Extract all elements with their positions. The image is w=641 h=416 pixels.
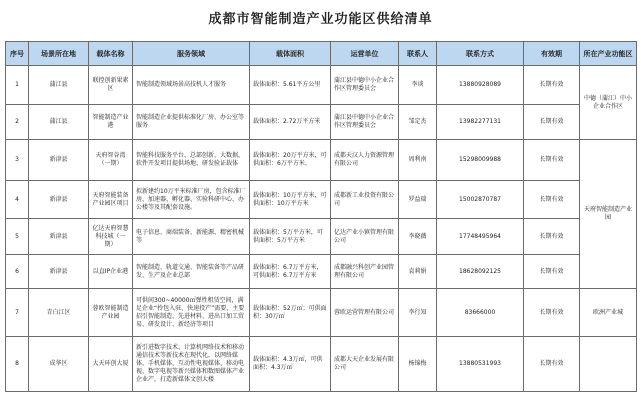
cell-validity: 长期有效 <box>524 337 580 392</box>
cell-contact: 杨锦梅 <box>399 337 437 392</box>
cell-zone: 天府智能制造产业园 <box>580 140 637 289</box>
table-row <box>6 66 637 105</box>
cell-service: 新引进数字技术、计算机网络技术和移动通信技术等新技术在现代化，以网络媒体、手机媒体、互动性电视媒体、移动电视、数字电视等新兴媒体和数图媒体产业企业产，打造新媒体文创大楼 <box>133 337 250 392</box>
cell-area: 载体面积：6.7万平方米，可供面积：6.7万平方米 <box>250 255 331 289</box>
cell-operator: 成都天汉人力资源管理有限公司 <box>331 140 399 181</box>
page-title: 成都市智能制造产业功能区供给清单 <box>208 12 433 27</box>
cell-operator: 蓉欧运营管理有限公司 <box>331 289 399 337</box>
cell-location: 新津县 <box>29 219 89 255</box>
cell-location: 成华区 <box>29 337 89 392</box>
cell-contact: 邹定杰 <box>399 105 437 140</box>
cell-area: 载体面积：20万平方米，可供面积：6万平方米。 <box>250 140 331 181</box>
cell-carrier: 天府智谷湾（一期） <box>89 140 133 181</box>
cell-service: 智能制造、轨道交通、智能装备等产品研发、生产及企业总部 <box>133 255 250 289</box>
table-row <box>6 337 637 392</box>
cell-validity: 长期有效 <box>524 140 580 181</box>
header-validity: 有效期 <box>524 42 580 66</box>
cell-operator: 亿达产业小镇管理有限公司 <box>331 219 399 255</box>
cell-operator: 蒲江县中德中小企业合作区管理委员会 <box>331 105 399 140</box>
cell-carrier: 以直IP企业港 <box>89 255 133 289</box>
cell-location: 蒲江县 <box>29 66 89 105</box>
cell-service: 拟新建约10万平米标准厂房，包含标准厂房、加速器、孵化器、实验科研中心、办公楼等及其配套设施。 <box>133 181 250 219</box>
cell-area: 载体面积：5万平方米，可供面积：5万平方米 <box>250 219 331 255</box>
header-phone: 联系方式 <box>437 42 524 66</box>
cell-carrier: 天府智能装备产业园区项目 <box>89 181 133 219</box>
cell-service: 电子信息、商端装备、新能源、精密机械等 <box>133 219 250 255</box>
cell-carrier: 联控创新果素区 <box>89 66 133 105</box>
cell-phone: 17748495964 <box>437 219 524 255</box>
cell-validity: 长期有效 <box>524 66 580 105</box>
cell-location: 蒲江县 <box>29 105 89 140</box>
table-row <box>6 140 637 181</box>
cell-validity: 长期有效 <box>524 289 580 337</box>
cell-carrier: 智能制造产业港 <box>89 105 133 140</box>
cell-service: 智能科技服务平台、总部创新、大数据，软件开发项目提供场地、研发验证载体 <box>133 140 250 181</box>
cell-carrier: 蓉欧智能制造产业园 <box>89 289 133 337</box>
cell-phone: 15002870787 <box>437 181 524 219</box>
cell-area: 载体面积：2.72万平方米 <box>250 105 331 140</box>
cell-service: 智能制造领域场景高技机人才服务 <box>133 66 250 105</box>
table-row <box>6 181 637 219</box>
table-row <box>6 289 637 337</box>
cell-no: 2 <box>6 105 29 140</box>
cell-no: 4 <box>6 181 29 219</box>
cell-operator: 成都新工业投资有限公司 <box>331 181 399 219</box>
cell-contact: 李晓薇 <box>399 219 437 255</box>
cell-contact: 袁莉娟 <box>399 255 437 289</box>
cell-carrier: 亿达天府智慧科技城（一期） <box>89 219 133 255</box>
cell-area: 载体面积：4.3万㎡，可供面积：4.3万㎡ <box>250 337 331 392</box>
header-contact: 联系人 <box>399 42 437 66</box>
cell-location: 青白江区 <box>29 289 89 337</box>
header-no: 序号 <box>6 42 29 66</box>
cell-no: 3 <box>6 140 29 181</box>
header-location: 场景所在地 <box>29 42 89 66</box>
header-operator: 运营单位 <box>331 42 399 66</box>
table-row <box>6 255 637 289</box>
cell-service: 智能制造企业提供标准化厂房、办公室等服务 <box>133 105 250 140</box>
cell-contact: 李谈 <box>399 66 437 105</box>
cell-validity: 长期有效 <box>524 105 580 140</box>
table-row <box>6 105 637 140</box>
cell-no: 8 <box>6 337 29 392</box>
cell-phone: 18628092125 <box>437 255 524 289</box>
cell-phone: 13880928089 <box>437 66 524 105</box>
cell-phone: 13982277131 <box>437 105 524 140</box>
cell-no: 1 <box>6 66 29 105</box>
cell-area: 载体面积：5.61平方公里 <box>250 66 331 105</box>
header-zone: 所在产业功能区 <box>580 42 637 66</box>
cell-area: 载体面积：52万㎡；可供面积：30万㎡ <box>250 289 331 337</box>
header-carrier: 载体名称 <box>89 42 133 66</box>
supply-list-table <box>5 41 637 392</box>
cell-operator: 成都大天企业发展有限公司 <box>331 337 399 392</box>
table-row <box>6 219 637 255</box>
cell-no: 7 <box>6 289 29 337</box>
header-area: 载体面积 <box>250 42 331 66</box>
cell-zone: 中德（蒲江）中小企业合作区 <box>580 66 637 140</box>
cell-contact: 周利南 <box>399 140 437 181</box>
cell-phone: 13880531993 <box>437 337 524 392</box>
cell-no: 6 <box>6 255 29 289</box>
cell-validity: 长期有效 <box>524 255 580 289</box>
cell-carrier: 大天环创大厦 <box>89 337 133 392</box>
cell-zone <box>580 337 637 392</box>
cell-operator: 蒲江县中德中小企业合作区管理委员会 <box>331 66 399 105</box>
cell-no: 5 <box>6 219 29 255</box>
cell-location: 新津县 <box>29 140 89 181</box>
table-header-row <box>6 42 637 66</box>
cell-phone: 83666000 <box>437 289 524 337</box>
cell-contact: 罗益瑞 <box>399 181 437 219</box>
cell-area: 载体面积：10万平方米，可供面积：10万平方米 <box>250 181 331 219</box>
cell-zone: 欧洲产业城 <box>580 289 637 337</box>
cell-phone: 15298009988 <box>437 140 524 181</box>
cell-contact: 李行知 <box>399 289 437 337</box>
cell-location: 新津县 <box>29 255 89 289</box>
cell-location: 新津县 <box>29 181 89 219</box>
cell-service: 可供间300~40000㎡弹性租赁空间，满足企业“拎包入驻、快速投产”需要，主要招引智能制造、先进材料、进出口加工贸易、研发设计、新经济等项目 <box>133 289 250 337</box>
cell-operator: 成都融兴科创产业园管理有限公司 <box>331 255 399 289</box>
header-service: 服务领域 <box>133 42 250 66</box>
cell-validity: 长期有效 <box>524 181 580 219</box>
cell-validity: 长期有效 <box>524 219 580 255</box>
